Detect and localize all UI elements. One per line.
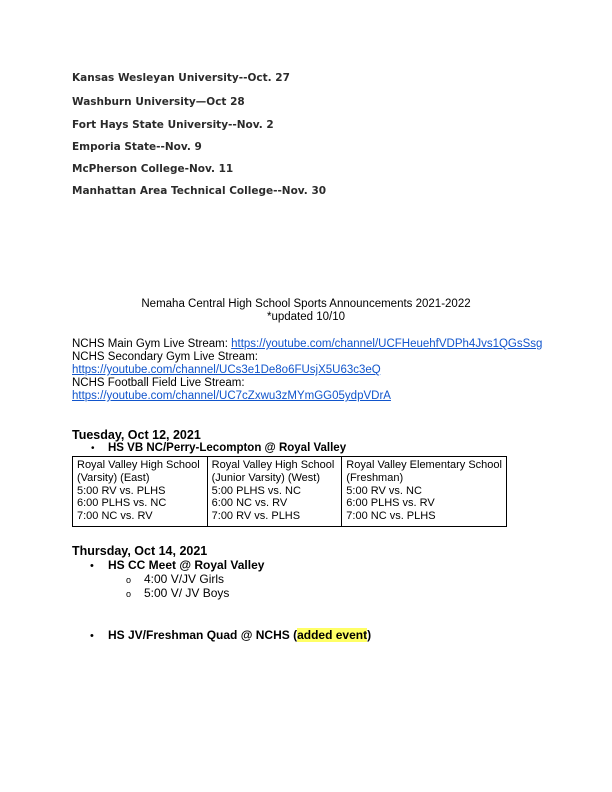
football-field-label: NCHS Football Field Live Stream:	[72, 377, 245, 389]
cell-line: (Freshman)	[346, 471, 404, 484]
vb-event: HS VB NC/Perry-Lecompton @ Royal Valley	[108, 442, 347, 454]
cell-line: Royal Valley High School	[77, 459, 200, 471]
tuesday-heading: Tuesday, Oct 12, 2021	[72, 428, 201, 442]
college-item: McPherson College-Nov. 11	[72, 163, 234, 175]
college-item: Fort Hays State University--Nov. 2	[72, 119, 274, 131]
main-gym-link[interactable]: https://youtube.com/channel/UCFHeuehfVDPh4Jvs1QGsSsg	[231, 338, 543, 350]
college-item: Emporia State--Nov. 9	[72, 141, 202, 153]
circle-bullet-icon: o	[126, 589, 132, 599]
bullet-icon: •	[90, 560, 94, 572]
cell-line: 6:00 PLHS vs. NC	[77, 497, 167, 510]
cell-line: 6:00 PLHS vs. RV	[346, 497, 435, 510]
secondary-gym-label: NCHS Secondary Gym Live Stream:	[72, 351, 258, 363]
list-item: 5:00 V/ JV Boys	[144, 586, 230, 600]
cell-line: 7:00 RV vs. PLHS	[211, 510, 301, 523]
cell-line: 7:00 NC vs. PLHS	[346, 510, 436, 523]
cell-line: Royal Valley High School	[211, 459, 335, 471]
bullet-icon: •	[91, 443, 95, 454]
table-cell	[342, 457, 507, 527]
cell-line: 7:00 NC vs. RV	[77, 510, 153, 523]
thursday-heading: Thursday, Oct 14, 2021	[72, 544, 208, 558]
page-title: Nemaha Central High School Sports Announcements 2021-2022	[141, 298, 471, 310]
circle-bullet-icon: o	[126, 575, 132, 585]
cell-line: (Junior Varsity) (West)	[211, 471, 321, 484]
bullet-icon: •	[90, 630, 94, 642]
football-field-link[interactable]: https://youtube.com/channel/UC7cZxwu3zMYmGG05ydpVDrA	[72, 390, 391, 402]
added-event-highlight: added event	[297, 628, 368, 642]
cell-line: 5:00 RV vs. PLHS	[77, 484, 166, 497]
cell-line: (Varsity) (East)	[77, 471, 150, 484]
quad-event-close: )	[367, 628, 372, 642]
college-item: Manhattan Area Technical College--Nov. 30	[72, 185, 327, 197]
table-row	[73, 457, 507, 527]
quad-event-text: HS JV/Freshman Quad @ NCHS (	[108, 628, 298, 642]
main-gym-label: NCHS Main Gym Live Stream:	[72, 338, 232, 350]
cell-line: 6:00 NC vs. RV	[211, 497, 288, 510]
cell-line: Royal Valley Elementary School	[346, 459, 502, 471]
quad-event	[108, 628, 371, 642]
vb-schedule-table	[72, 456, 507, 527]
cc-event: HS CC Meet @ Royal Valley	[108, 558, 265, 572]
table-cell	[73, 457, 208, 527]
updated-note: *updated 10/10	[266, 311, 346, 323]
table-cell	[207, 457, 342, 527]
college-item: Kansas Wesleyan University--Oct. 27	[72, 72, 290, 84]
secondary-gym-link[interactable]: https://youtube.com/channel/UCs3e1De8o6FUsjX5U63c3eQ	[72, 364, 381, 376]
college-item: Washburn University—Oct 28	[72, 96, 245, 108]
main-gym-stream	[72, 338, 542, 350]
list-item: 4:00 V/JV Girls	[144, 572, 225, 586]
cell-line: 5:00 PLHS vs. NC	[211, 484, 301, 497]
cell-line: 5:00 RV vs. NC	[346, 484, 422, 497]
